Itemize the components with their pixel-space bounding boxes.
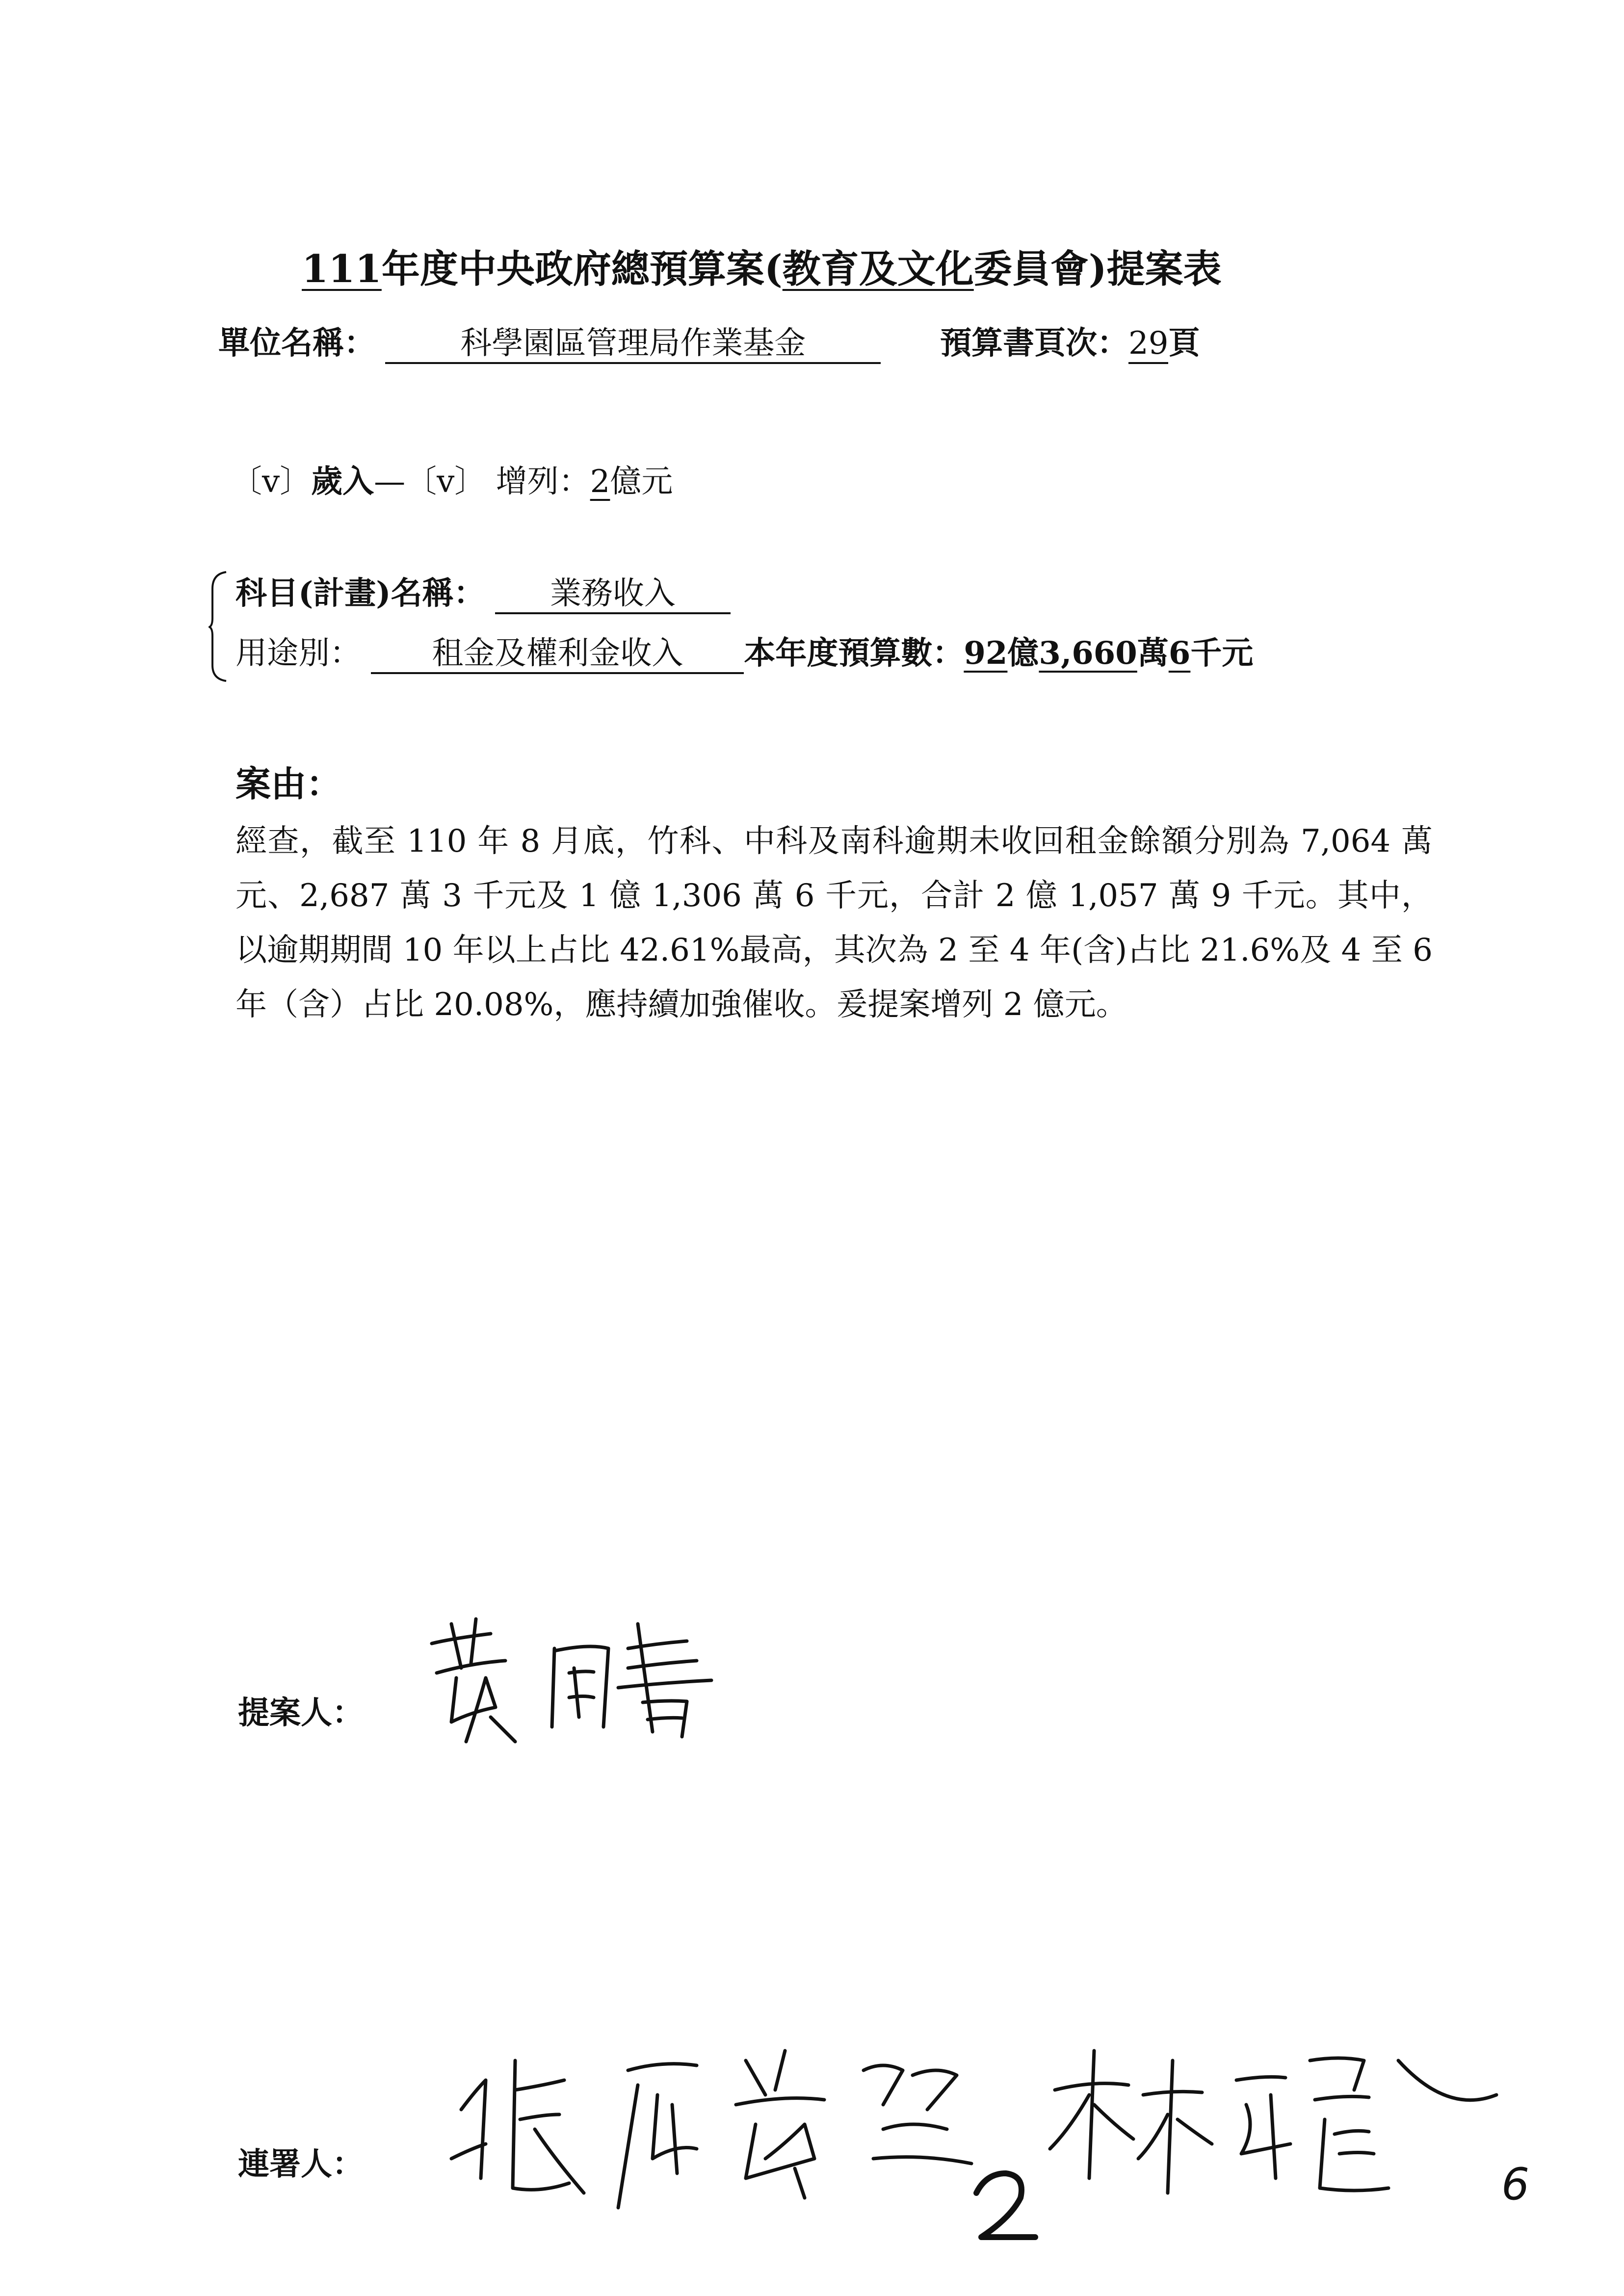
reason-text: 經查，截至 110 年 8 月底，竹科、中科及南科逾期未收回租金餘額分別為 7,064 萬元、2,687 萬 3 千元及 1 億 1,306 萬 6 千元，合計 2 億 1,057 萬 9 千元。其中，以逾期期間 10 年以上占比 42.61%最高，其次為 2 至 4 年(含)占比 21.6%及 4 至 6 年（含）占比 20.08%，應持續加強催收。爰提案增列 2 億元。 [236, 823, 1433, 1023]
checkbox-revenue: 〔v〕 [231, 464, 312, 500]
title-main: 年度中央政府總預算案( [381, 247, 783, 291]
page-label: 預算書頁次： [940, 325, 1129, 362]
bracket-mark [209, 569, 228, 682]
selection-row [231, 456, 673, 501]
subject-value: 業務收入 [495, 578, 731, 614]
usage-row [236, 628, 1253, 674]
increase-unit: 億元 [610, 464, 673, 500]
page-value: 29 [1128, 328, 1168, 364]
proposer-signature [422, 1614, 765, 1756]
page-suffix: 頁 [1168, 325, 1200, 362]
usage-label: 用途別： [236, 635, 361, 672]
budget-yi-value: 92 [964, 635, 1008, 672]
subject-row [236, 568, 731, 614]
title-suffix: 委員會)提案表 [973, 247, 1222, 291]
budget-wan: 萬 [1137, 635, 1169, 672]
budget-qian-value: 6 [1168, 635, 1191, 672]
budget-label: 本年度預算數： [744, 635, 964, 672]
budget-yi: 億 [1007, 635, 1039, 672]
budget-wan-value: 3,660 [1039, 635, 1137, 672]
increase-amount: 2 [590, 464, 610, 500]
revenue-label: 歲入 [311, 463, 374, 500]
form-title [302, 238, 1222, 293]
unit-label: 單位名稱： [218, 325, 375, 362]
unit-value: 科學園區管理局作業基金 [385, 328, 881, 364]
budget-qian: 千元 [1190, 635, 1254, 672]
cosigner-label: 連署人： [238, 2146, 364, 2183]
dash: — [374, 464, 406, 500]
increase-label: 增列： [496, 464, 590, 500]
proposer-label: 提案人： [238, 1695, 364, 1731]
page-mark: 6 [1501, 2159, 1530, 2210]
title-year: 111 [302, 247, 382, 291]
cosigner-signatures [442, 2031, 1511, 2247]
title-committee: 教育及文化 [782, 247, 974, 291]
usage-value: 租金及權利金收入 [371, 638, 744, 674]
subject-label: 科目(計畫)名稱： [236, 575, 485, 612]
checkbox-increase: 〔v〕 [405, 464, 486, 500]
reason-heading: 案由： [236, 763, 342, 805]
unit-row [218, 318, 1200, 364]
